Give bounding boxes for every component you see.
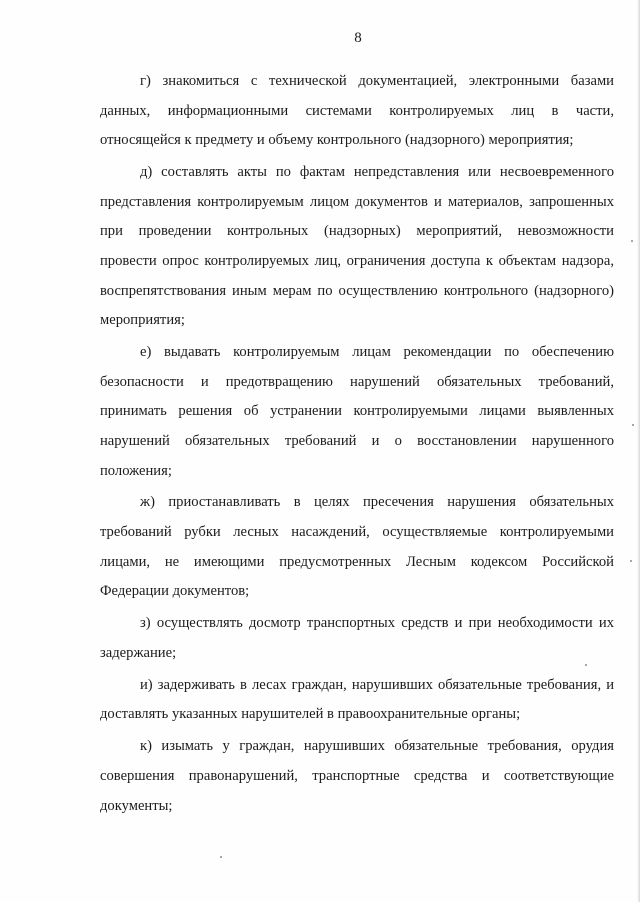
- paragraph-g: г) знакомиться с технической документацией, электронными базами данных, информационными системами контролируемых лиц в части, относящейся к предмету и объему контрольного (надзорного) мероприятия;: [100, 73, 614, 149]
- paragraph-e: е) выдавать контролируемым лицам рекомендации по обеспечению безопасности и предотвращению нарушений обязательных требований, принимать решения об устранении контролируемыми лицами выявленных нарушений обязательных требований и о восстановлении нарушенного положения;: [100, 344, 614, 479]
- paragraph-k: к) изымать у граждан, нарушивших обязательные требования, орудия совершения правонарушений, транспортные средства и соответствующие документы;: [100, 738, 614, 814]
- scan-speck: [632, 424, 634, 426]
- paragraph-d: д) составлять акты по фактам непредставления или несвоевременного представления контролируемым лицом документов и материалов, запрошенных при проведении контрольных (надзорных) мероприятий, невозможности провести опрос контролируемых лиц, ограничения доступа к объектам надзора, воспрепятствования иным мерам по осуществлению контрольного (надзорного) мероприятия;: [100, 164, 614, 329]
- paragraph-zh: ж) приостанавливать в целях пресечения нарушения обязательных требований рубки лесных насаждений, осуществляемые контролируемыми лицами, не имеющими предусмотренных Лесным кодексом Российской Федерации документов;: [100, 494, 614, 600]
- paragraph-i: и) задерживать в лесах граждан, нарушивших обязательные требования, и доставлять указанных нарушителей в правоохранительные органы;: [100, 676, 614, 723]
- page-number: 8: [354, 30, 362, 46]
- scan-speck: [585, 664, 587, 666]
- scan-speck: [631, 240, 633, 242]
- scan-speck: [630, 560, 632, 562]
- scan-speck: [220, 856, 222, 858]
- document-body: [100, 67, 614, 824]
- paragraph-z: з) осуществлять досмотр транспортных средств и при необходимости их задержание;: [100, 615, 614, 661]
